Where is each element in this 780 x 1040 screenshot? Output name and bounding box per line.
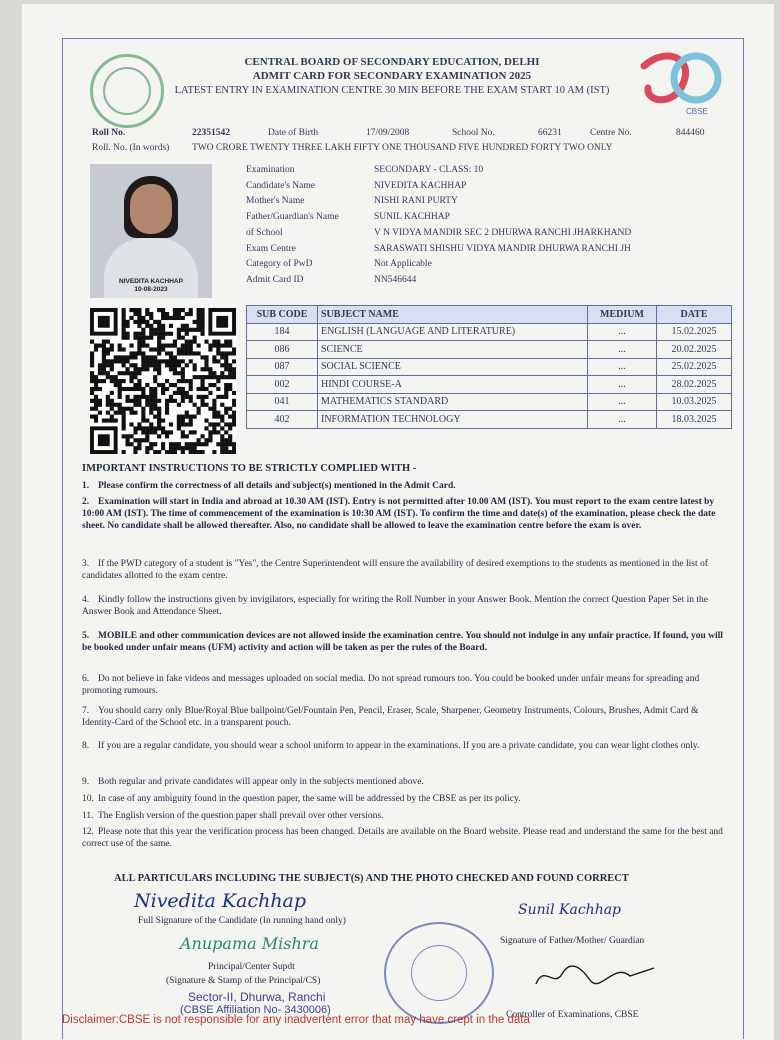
instruction-item <box>82 480 730 492</box>
instruction-number: 2. <box>82 497 90 507</box>
instruction-text: Both regular and private candidates will appear only in the subjects mentioned above. <box>98 777 424 787</box>
detail-label: Mother's Name <box>246 196 305 207</box>
centre-no-value: 844460 <box>676 128 705 138</box>
instruction-text: The English version of the question paper shall prevail over other versions. <box>98 811 384 821</box>
instruction-item <box>82 673 730 697</box>
instruction-item <box>82 776 730 788</box>
instruction-item <box>82 705 730 729</box>
detail-value: SARASWATI SHISHU VIDYA MANDIR DHURWA RANCHI JH <box>374 243 631 254</box>
instruction-text: Please note that this year the verification process has been changed. Details are available on the Board website. Please read and understand the same for the best and correct use of the same. <box>82 827 723 849</box>
detail-label: Exam Centre <box>246 243 296 254</box>
instruction-text: Do not believe in fake videos and messages uploaded on social media. Do not spread rumours too. You could be booked under unfair means for spreading and promoting rumours. <box>82 674 700 696</box>
candidate-signature: Nivedita Kachhap <box>134 890 307 912</box>
controller-label: Controller of Examinations, CBSE <box>506 1010 639 1020</box>
instruction-number: 8. <box>82 741 90 751</box>
roll-value: 22351542 <box>192 128 230 138</box>
subject-row <box>247 393 732 411</box>
instruction-number: 7. <box>82 706 90 716</box>
subject-medium: ... <box>588 358 657 376</box>
photo-caption-name: NIVEDITA KACHHAP <box>119 278 183 285</box>
detail-value: V N VIDYA MANDIR SEC 2 DHURWA RANCHI JHARKHAND <box>374 227 632 238</box>
roll-words-value: TWO CRORE TWENTY THREE LAKH FIFTY ONE THOUSAND FIVE HUNDRED FORTY TWO ONLY <box>192 143 613 153</box>
subject-date: 10.03.2025 <box>657 393 732 411</box>
subject-medium: ... <box>588 411 657 429</box>
subject-table <box>246 305 732 429</box>
instruction-text: MOBILE and other communication devices are not allowed inside the examination centre. You should not indulge in any unfair practice. If found, you will be booked under unfair means (UFM) activity and action will be taken as per the rules of the Board. <box>82 631 723 653</box>
subject-date: 18.03.2025 <box>657 411 732 429</box>
instruction-text: Examination will start in India and abroad at 10.30 AM (IST). Entry is not permitted after 10.00 AM (IST). You must report to the exam centre latest by 10:00 AM (IST). The time of commencement of the examination is 10:30 AM (IST). To confirm the time and date(s) of the examination, please check the date sheet. No candidate shall be allowed thereafter. Also, no candidate shall be allowed to leave the examination centre before the exam is over. <box>82 497 716 531</box>
subject-row <box>247 411 732 429</box>
instruction-text: Please confirm the correctness of all details and subject(s) mentioned in the Admit Card. <box>98 481 456 491</box>
instruction-item <box>82 594 730 618</box>
candidate-photo <box>90 164 212 298</box>
subject-row <box>247 323 732 341</box>
instructions-title: IMPORTANT INSTRUCTIONS TO BE STRICTLY COMPLIED WITH - <box>82 463 417 474</box>
subject-code: 041 <box>247 393 318 411</box>
qr-code <box>90 308 236 454</box>
confirmation-statement: ALL PARTICULARS INCLUDING THE SUBJECT(S) AND THE PHOTO CHECKED AND FOUND CORRECT <box>114 873 629 884</box>
controller-signature <box>530 958 660 994</box>
instruction-number: 5. <box>82 631 90 641</box>
subject-date: 28.02.2025 <box>657 376 732 394</box>
detail-label: Examination <box>246 165 295 175</box>
admit-card-title: ADMIT CARD FOR SECONDARY EXAMINATION 2025 <box>252 70 532 82</box>
subject-row <box>247 358 732 376</box>
subject-medium: ... <box>588 323 657 341</box>
subject-table-header <box>247 306 732 324</box>
subject-code: 402 <box>247 411 318 429</box>
cbse-emblem-logo <box>90 54 164 128</box>
detail-value: SECONDARY - CLASS: 10 <box>374 165 484 175</box>
instruction-number: 12. <box>82 827 94 837</box>
detail-value: NN546644 <box>374 274 417 285</box>
subject-code: 002 <box>247 376 318 394</box>
col-sub-code: SUB CODE <box>247 306 318 324</box>
subject-date: 15.02.2025 <box>657 323 732 341</box>
instruction-number: 11. <box>82 811 94 821</box>
subject-name: HINDI COURSE-A <box>318 376 588 394</box>
instruction-number: 9. <box>82 777 90 787</box>
subject-name: INFORMATION TECHNOLOGY <box>318 411 588 429</box>
instruction-item <box>82 558 730 582</box>
detail-value: NIVEDITA KACHHAP <box>374 180 467 191</box>
subject-row <box>247 376 732 394</box>
detail-label: Father/Guardian's Name <box>246 212 339 223</box>
instruction-item <box>82 496 730 532</box>
subject-code: 086 <box>247 341 318 359</box>
col-medium: MEDIUM <box>588 306 657 324</box>
subject-name: SOCIAL SCIENCE <box>318 358 588 376</box>
principal-stamp-label: (Signature & Stamp of the Principal/CS) <box>166 976 321 986</box>
principal-signature: Anupama Mishra <box>180 934 319 953</box>
school-no-value: 66231 <box>538 128 562 138</box>
entry-notice: LATEST ENTRY IN EXAMINATION CENTRE 30 MIN BEFORE THE EXAM START 10 AM (IST) <box>174 85 610 96</box>
subject-code: 087 <box>247 358 318 376</box>
parent-signature: Sunil Kachhap <box>518 902 622 918</box>
principal-label: Principal/Center Supdt <box>208 962 295 972</box>
subject-name: MATHEMATICS STANDARD <box>318 393 588 411</box>
school-stamp-affiliation: (CBSE Affiliation No- 3430006) <box>180 1004 331 1016</box>
subject-name: ENGLISH (LANGUAGE AND LITERATURE) <box>318 323 588 341</box>
detail-value: Not Applicable <box>374 259 432 270</box>
cbse-brand-logo <box>626 48 728 118</box>
detail-label: Category of PwD <box>246 259 313 270</box>
detail-value: NISHI RANI PURTY <box>374 196 458 207</box>
subject-name: SCIENCE <box>318 341 588 359</box>
subject-code: 184 <box>247 323 318 341</box>
instruction-text: Kindly follow the instructions given by invigilators, especially for writing the Roll Number in your Answer Book. Mention the correct Question Paper Set in the Answer Book and Attendance Sheet. <box>82 595 709 617</box>
detail-label: Candidate's Name <box>246 180 315 191</box>
instruction-number: 3. <box>82 559 90 569</box>
roll-label: Roll No. <box>92 128 126 138</box>
instruction-text: You should carry only Blue/Royal Blue ballpoint/Gel/Fountain Pen, Pencil, Eraser, Scale, Sharpener, Geometry Instruments, Colours, Brushes, Admit Card & Identity-Card of the School etc. in a transparent pouch. <box>82 706 699 728</box>
subject-medium: ... <box>588 376 657 394</box>
roll-words-label: Roll. No. (In words) <box>92 143 170 153</box>
col-date: DATE <box>657 306 732 324</box>
instruction-item <box>82 630 730 654</box>
instruction-number: 10. <box>82 794 94 804</box>
instruction-text: In case of any ambiguity found in the question paper, the same will be addressed by the CBSE as per its policy. <box>98 794 521 804</box>
col-subject-name: SUBJECT NAME <box>318 306 588 324</box>
centre-no-label: Centre No. <box>590 128 632 138</box>
subject-medium: ... <box>588 341 657 359</box>
subject-medium: ... <box>588 393 657 411</box>
subject-date: 25.02.2025 <box>657 358 732 376</box>
instruction-item <box>82 810 730 822</box>
board-title: CENTRAL BOARD OF SECONDARY EDUCATION, DELHI <box>244 56 540 68</box>
instruction-item <box>82 826 730 850</box>
parent-signature-label: Signature of Father/Mother/ Guardian <box>500 936 645 946</box>
detail-value: SUNIL KACHHAP <box>374 212 450 223</box>
instruction-number: 1. <box>82 481 90 491</box>
instruction-text: If you are a regular candidate, you should wear a school uniform to appear in the examinations. If you are a private candidate, you can wear light clothes only. <box>98 741 700 751</box>
instruction-item <box>82 740 730 752</box>
dob-value: 17/09/2008 <box>366 128 410 138</box>
instruction-item <box>82 793 730 805</box>
subject-row <box>247 341 732 359</box>
subject-date: 20.02.2025 <box>657 341 732 359</box>
school-no-label: School No. <box>452 128 495 138</box>
disclaimer-text: Disclaimer:CBSE is not responsible for any inadvertent error that may have crept in the data <box>62 1014 530 1026</box>
detail-label: of School <box>246 227 283 238</box>
instruction-number: 6. <box>82 674 90 684</box>
detail-label: Admit Card ID <box>246 274 304 285</box>
school-stamp-address: Sector-II, Dhurwa, Ranchi <box>188 990 326 1004</box>
candidate-signature-label: Full Signature of the Candidate (In running hand only) <box>138 916 346 926</box>
dob-label: Date of Birth <box>268 128 319 138</box>
school-round-stamp <box>384 922 494 1024</box>
instruction-text: If the PWD category of a student is "Yes", the Centre Superintendent will ensure the availability of desired exemptions to the students as mentioned in the list of candidates allotted to the exam centre. <box>82 559 708 581</box>
cbse-logo-text: CBSE <box>686 107 708 116</box>
photo-caption-date: 10-08-2023 <box>134 286 168 293</box>
instruction-number: 4. <box>82 595 90 605</box>
